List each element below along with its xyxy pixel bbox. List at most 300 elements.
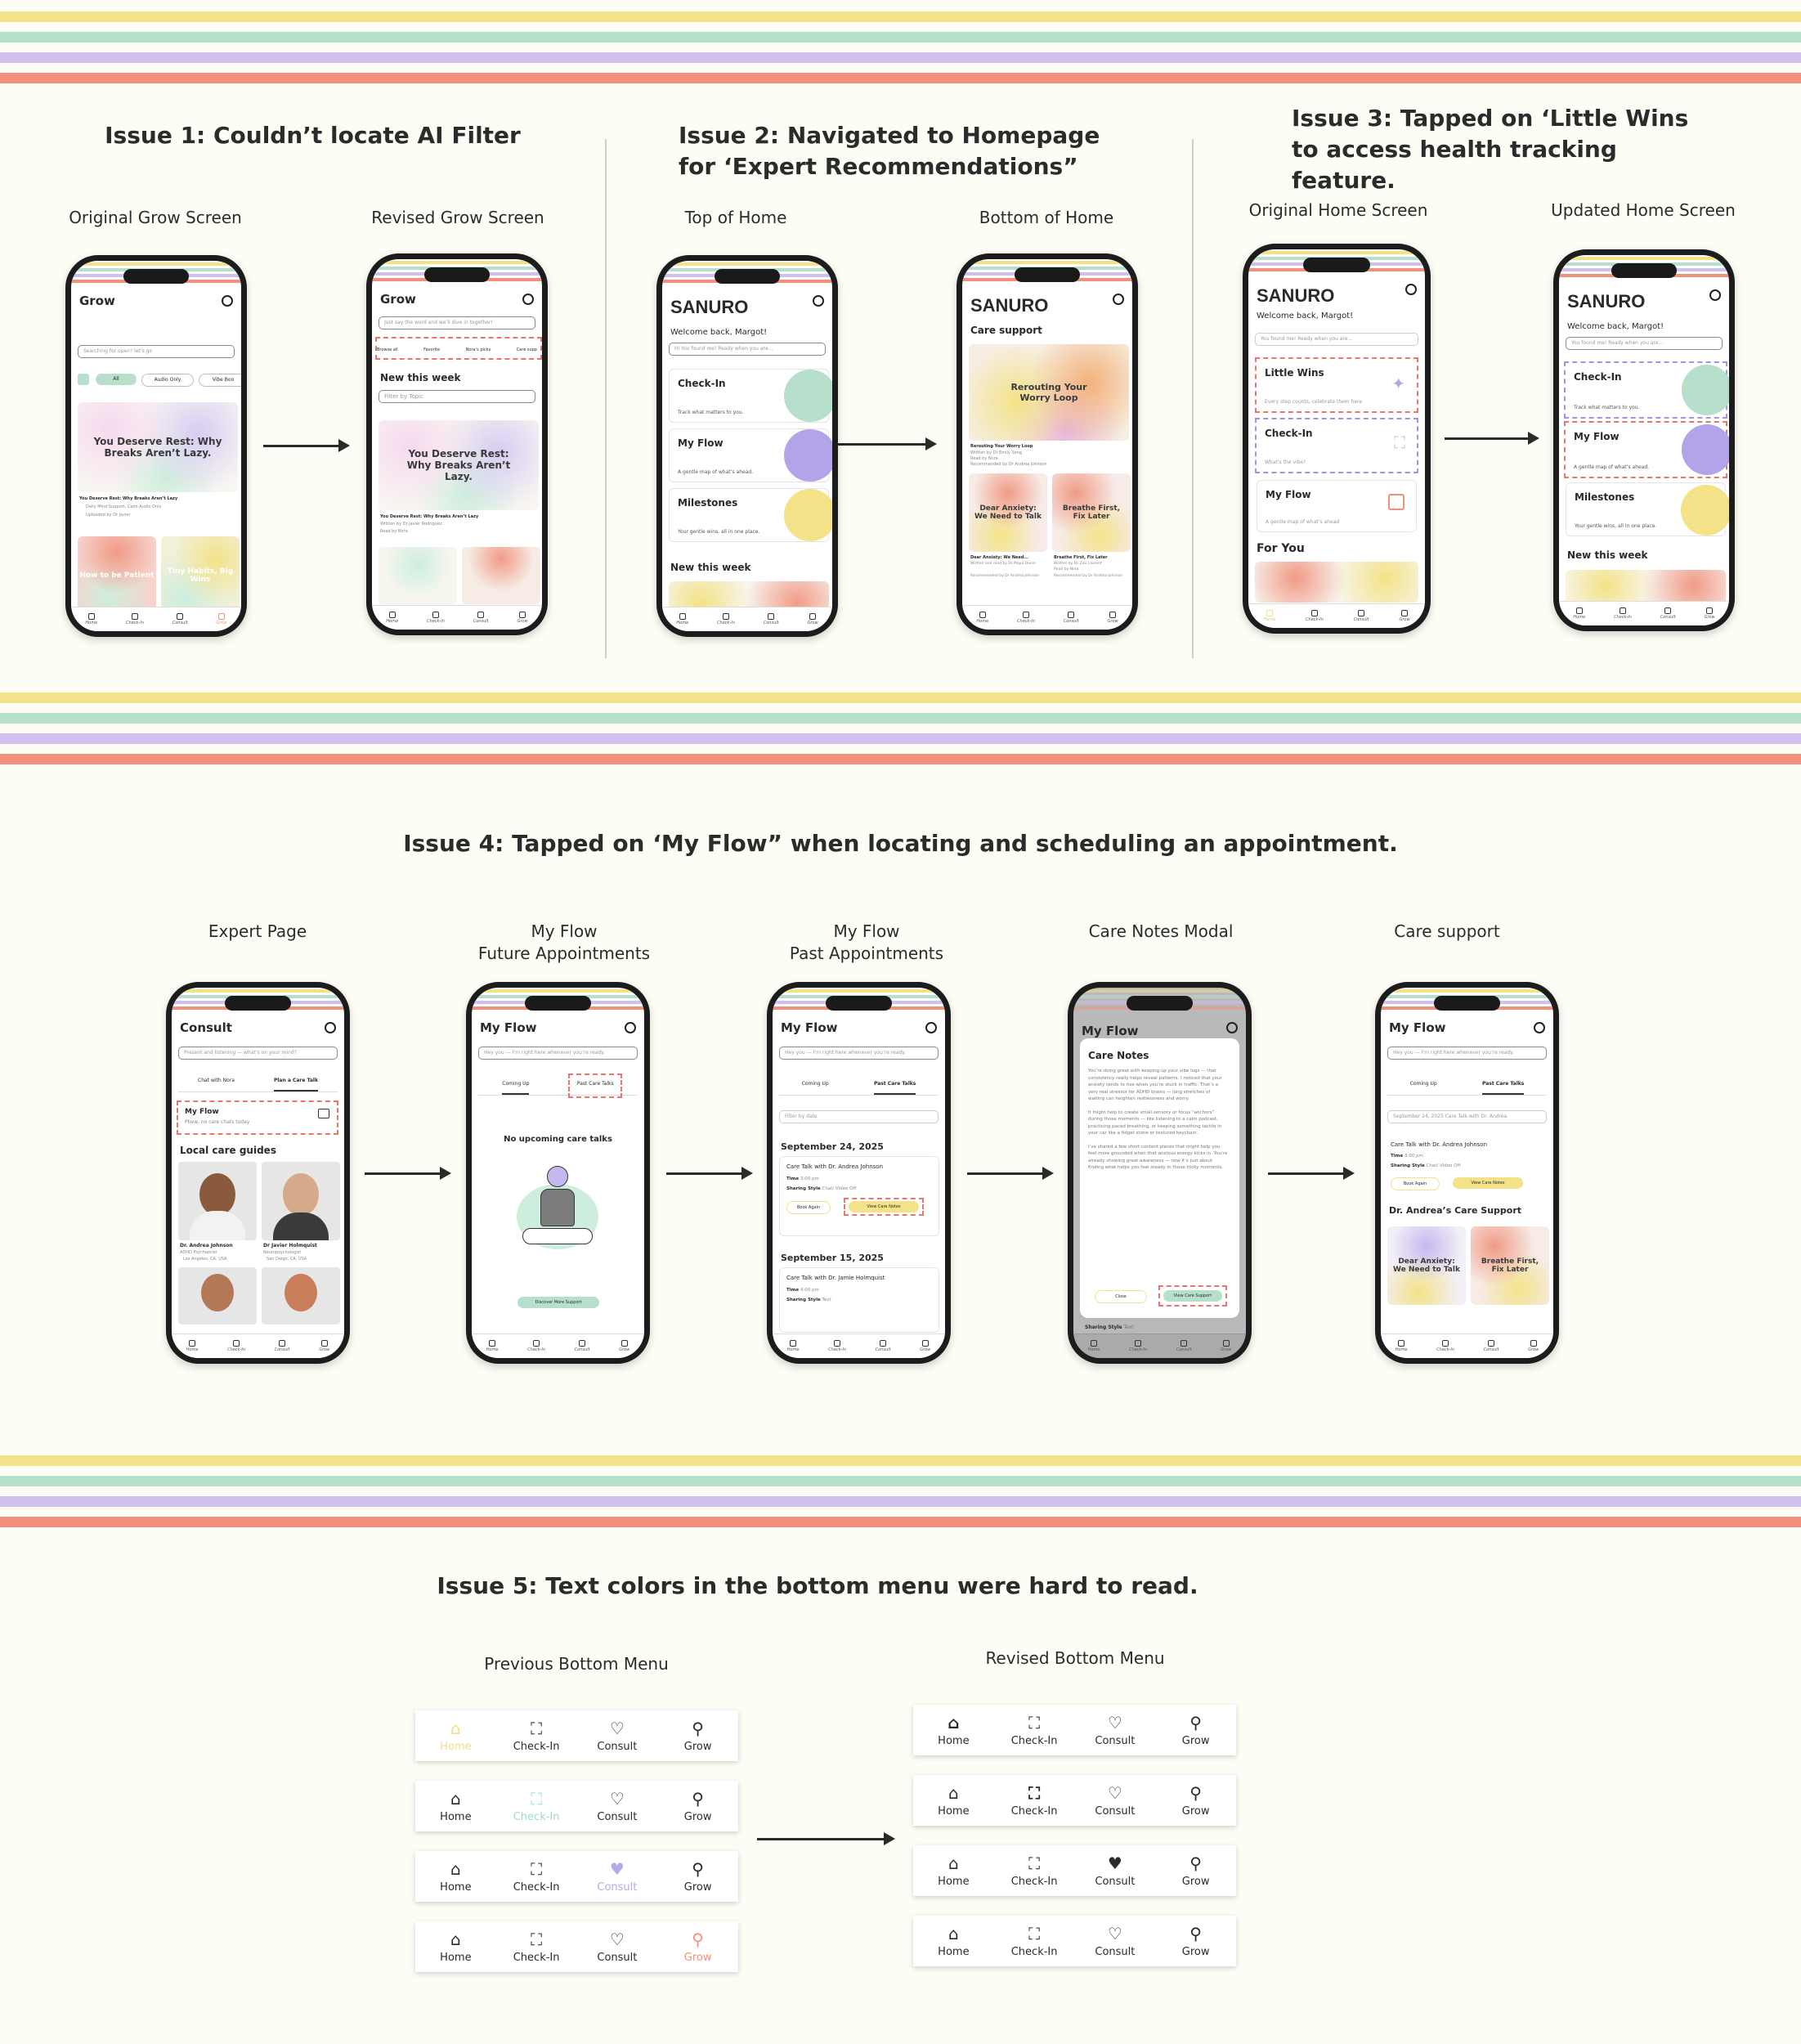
- search-input[interactable]: Searching for open? let’s go: [78, 345, 235, 358]
- nav-checkin[interactable]: Check-In: [1306, 610, 1324, 622]
- nav-grow[interactable]: ⚲ Grow: [1181, 1853, 1210, 1888]
- appointment-card: Care Talk with Dr. Andrea Johnson Time 3:00 pm Sharing Style Chat/ Video Off Book Again View Care Notes: [779, 1156, 939, 1236]
- tile-card[interactable]: How to be Patient: [78, 536, 156, 614]
- nav-consult[interactable]: Consult: [473, 612, 489, 624]
- issue2-title: Issue 2: Navigated to Homepage for ‘Expert Recommendations”: [679, 122, 1100, 180]
- nav-home[interactable]: Home: [85, 613, 97, 625]
- nav-grow[interactable]: Grow: [1704, 607, 1714, 620]
- app-brand: SANURO: [1257, 285, 1335, 306]
- tile-card[interactable]: Dear Anxiety: We Need to Talk: [1387, 1226, 1466, 1305]
- page-title: Grow: [79, 294, 115, 308]
- card-meta: Uploaded by Dr Javier: [86, 513, 131, 518]
- phone-bottom-home: [957, 253, 1138, 635]
- tile-card[interactable]: Dear Anxiety: We Need to Talk: [969, 473, 1047, 552]
- card-meta: Written by Dr Emily Song: [970, 450, 1023, 455]
- nav-home[interactable]: Home: [1396, 1340, 1408, 1352]
- card-milestones[interactable]: Milestones Your gentle wins, all in one place.: [1566, 482, 1726, 536]
- nav-checkin[interactable]: Check-In: [427, 612, 445, 624]
- nav-grow[interactable]: Grow: [920, 1340, 930, 1352]
- card-meta: Read by Nora: [380, 529, 408, 534]
- myflow-subtitle: Phew, no care chats today: [185, 1119, 250, 1125]
- nav-consult[interactable]: Consult: [575, 1340, 590, 1352]
- tab-browse-all[interactable]: Browse all: [377, 347, 398, 352]
- checkin-icon: ⛶: [531, 1858, 543, 1879]
- card-myflow[interactable]: My Flow A gentle map of what’s ahead.: [1566, 423, 1726, 477]
- label-revised-grow: Revised Grow Screen: [371, 208, 544, 227]
- calendar-icon: [1682, 424, 1732, 475]
- phone-original-home: [1243, 244, 1431, 634]
- nav-grow[interactable]: ⚲ Grow: [1181, 1712, 1210, 1747]
- consult-icon: ♥: [609, 1858, 625, 1879]
- doctor-name: Dr. Andrea Johnson: [180, 1243, 233, 1248]
- card-myflow[interactable]: My Flow A gentle map of what’s ahead: [1257, 480, 1417, 532]
- nav-grow[interactable]: Grow: [216, 613, 226, 625]
- divider-1: [605, 139, 607, 658]
- grow-icon: ⚲: [692, 1929, 704, 1949]
- calendar-icon: [318, 1109, 329, 1118]
- doctor-role: ADHD Psychiatrist: [180, 1250, 217, 1255]
- label-updated-home: Updated Home Screen: [1551, 200, 1736, 220]
- profile-icon[interactable]: [1226, 1022, 1238, 1033]
- page-title: My Flow: [781, 1020, 838, 1035]
- prev-menu-checkin-active: [415, 1781, 738, 1831]
- profile-icon[interactable]: [813, 295, 824, 307]
- grow-icon: ⚲: [692, 1718, 704, 1738]
- doctor-photo[interactable]: [262, 1162, 340, 1240]
- nav-grow[interactable]: Grow: [1221, 1340, 1231, 1352]
- nav-home[interactable]: ⌂ Home: [938, 1923, 970, 1958]
- nav-home[interactable]: ⌂ Home: [440, 1929, 472, 1964]
- card-meta: Read by Nora: [970, 456, 998, 461]
- checkin-icon: ⛶: [1028, 1712, 1041, 1732]
- card-little-wins[interactable]: Little Wins Every step counts, celebrate them here ✦: [1257, 359, 1417, 411]
- appointment-card: Care Talk with Dr. Jamie Holmquist Time 4:00 pm Sharing Style Text: [779, 1267, 939, 1333]
- nav-home[interactable]: Home: [486, 1340, 499, 1352]
- doctor-photo[interactable]: [178, 1267, 257, 1325]
- checkin-icon: ⛶: [1028, 1782, 1041, 1803]
- profile-icon[interactable]: [1534, 1022, 1545, 1033]
- issue5-title: Issue 5: Text colors in the bottom menu were hard to read.: [437, 1572, 1198, 1599]
- nav-grow[interactable]: ⚲ Grow: [683, 1718, 712, 1753]
- divider-2: [1192, 139, 1194, 658]
- label-care-support: Care support: [1394, 921, 1500, 941]
- card-caption: You Deserve Rest: Why Breaks Aren’t Lazy: [380, 514, 479, 519]
- search-input[interactable]: You found me! Ready when you are...: [1255, 333, 1418, 346]
- meditation-illustration: [504, 1159, 611, 1266]
- arrow-right-icon: [967, 1172, 1051, 1175]
- doctor-location: Los Angeles, CA, USA: [183, 1257, 227, 1262]
- sparkle-icon: [784, 489, 836, 541]
- nav-consult[interactable]: Consult: [1354, 610, 1369, 622]
- consult-icon: ♡: [1107, 1923, 1122, 1943]
- profile-icon[interactable]: [1405, 284, 1417, 295]
- nav-consult[interactable]: ♥ Consult: [597, 1858, 638, 1894]
- phone-consult: [166, 982, 350, 1364]
- welcome-text: Welcome back, Margot!: [670, 328, 768, 337]
- date-heading: September 15, 2025: [781, 1253, 884, 1263]
- tab-past-care-talks[interactable]: Past Care Talks: [1482, 1081, 1524, 1095]
- phone-top-home: [656, 255, 838, 637]
- nav-checkin[interactable]: Check-In: [828, 1340, 846, 1352]
- tab-care-support[interactable]: Care supp: [516, 347, 537, 352]
- filter-icon[interactable]: [78, 374, 89, 385]
- label-top-home: Top of Home: [684, 208, 787, 227]
- card-caption: Rerouting Your Worry Loop: [970, 444, 1033, 449]
- nav-consult[interactable]: Consult: [1176, 1340, 1192, 1352]
- label-flow-future: My Flow Future Appointments: [477, 921, 651, 963]
- card-meta: Read by Nora: [1054, 567, 1079, 572]
- nav-home[interactable]: ⌂ Home: [938, 1853, 970, 1888]
- section-title: New this week: [380, 372, 461, 383]
- doctor-photo[interactable]: [178, 1162, 257, 1240]
- nav-grow[interactable]: Grow: [1528, 1340, 1539, 1352]
- search-input[interactable]: Just say the word and we’ll dive in together!: [379, 316, 535, 329]
- checkin-icon: ⛶: [531, 1718, 543, 1738]
- decor-stripes-bottom: [0, 1455, 1801, 1537]
- consult-icon: ♡: [609, 1718, 625, 1738]
- profile-icon[interactable]: [222, 295, 233, 307]
- nav-consult[interactable]: Consult: [764, 613, 779, 625]
- nav-consult[interactable]: ♡ Consult: [1095, 1782, 1136, 1818]
- checkin-icon: ⛶: [1394, 433, 1405, 452]
- app-brand: SANURO: [970, 295, 1049, 316]
- welcome-text: Welcome back, Margot!: [1567, 322, 1664, 331]
- sharing-style-label: Sharing Style: [1085, 1325, 1122, 1330]
- arrow-right-icon: [1445, 437, 1536, 440]
- sharing-style-value: Text: [1123, 1325, 1134, 1330]
- home-icon: ⌂: [450, 1718, 461, 1738]
- nav-grow[interactable]: ⚲ Grow: [1181, 1782, 1210, 1818]
- nav-home[interactable]: ⌂ Home: [938, 1712, 970, 1747]
- tile-card[interactable]: Breathe First, Fix Later: [1471, 1226, 1549, 1305]
- nav-checkin[interactable]: ⛶ Check-In: [513, 1718, 560, 1753]
- nav-consult[interactable]: ♥ Consult: [1095, 1853, 1136, 1888]
- appointment-title: Care Talk with Dr. Andrea Johnson: [1391, 1141, 1488, 1148]
- myflow-title[interactable]: My Flow: [185, 1108, 219, 1116]
- nav-checkin[interactable]: ⛶ Check-In: [1010, 1853, 1058, 1888]
- profile-icon[interactable]: [925, 1022, 937, 1033]
- page-title: My Flow: [480, 1020, 537, 1035]
- phone-flow-past: [767, 982, 951, 1364]
- app-brand: SANURO: [1567, 291, 1646, 312]
- consult-icon: ♡: [1107, 1712, 1122, 1732]
- chip-all[interactable]: All: [96, 374, 137, 385]
- label-original-home: Original Home Screen: [1248, 200, 1428, 220]
- nav-checkin[interactable]: Check-In: [1017, 612, 1035, 624]
- checkin-icon: [1682, 365, 1732, 415]
- nav-checkin[interactable]: ⛶ Check-In: [513, 1858, 560, 1894]
- modal-title: Care Notes: [1088, 1050, 1149, 1061]
- date-filter[interactable]: Filter by date: [779, 1110, 939, 1123]
- tab-plan-care-talk[interactable]: Plan a Care Talk: [274, 1078, 318, 1091]
- nav-checkin[interactable]: Check-In: [126, 613, 144, 625]
- label-flow-past: My Flow Past Appointments: [789, 921, 944, 963]
- checkin-icon: ⛶: [531, 1788, 543, 1809]
- view-care-notes-button[interactable]: View Care Notes: [849, 1201, 919, 1213]
- phone-flow-future: [466, 982, 650, 1364]
- phone-care-notes: [1068, 982, 1252, 1364]
- chip-vibe[interactable]: Vibe Boo: [199, 374, 247, 387]
- phone-original-grow: [65, 255, 247, 637]
- home-icon: ⌂: [948, 1782, 959, 1803]
- nav-checkin[interactable]: Check-In: [527, 1340, 545, 1352]
- nav-home[interactable]: ⌂ Home: [938, 1782, 970, 1818]
- nav-checkin[interactable]: Check-In: [1129, 1340, 1147, 1352]
- search-input[interactable]: Hi You found me! Ready when you are...: [669, 343, 826, 356]
- view-care-notes-button[interactable]: View Care Notes: [1453, 1177, 1523, 1189]
- consult-icon: ♡: [609, 1788, 625, 1809]
- tab-past-care-talks[interactable]: Past Care Talks: [576, 1081, 614, 1087]
- grow-icon: ⚲: [692, 1858, 704, 1879]
- consult-icon: ♡: [609, 1929, 625, 1949]
- care-notes-body: You’re doing great with keeping up your vibe logs — that consistency really helps reveal patterns. I noticed that your anxiety tends to rise when you’re stuck in traffic. That’s a very real stressor for ADHD brains — long stretches of waiting can heighten restlessness and worry. It might help to create small sensory or focus “anchors” during those moments — like listening to a calm podcast, practicing paced breathing, or keeping something tactile in your car like a fidget stone or textured keychain. I’ve shared a few short content pieces that might help you feel more grounded when that anxious energy kicks in. You’re already showing great awareness — now it’s just about finding what helps you feel steady in those tricky moments.: [1088, 1069, 1228, 1170]
- label-bottom-home: Bottom of Home: [979, 208, 1114, 227]
- app-brand: SANURO: [670, 297, 749, 317]
- section-title: For You: [1257, 542, 1305, 555]
- welcome-text: Welcome back, Margot!: [1257, 312, 1354, 320]
- tab-favorite[interactable]: Favorite: [423, 347, 441, 352]
- doctor-role: Neuropsychologist: [263, 1250, 302, 1255]
- highlight-myflow: [177, 1100, 338, 1135]
- checkin-icon: ⛶: [531, 1929, 543, 1949]
- tab-coming-up[interactable]: Coming Up: [801, 1081, 829, 1087]
- section-title: New this week: [1567, 549, 1648, 561]
- phone-care-support: My Flow Hey you — I’m right here whenever you’re ready. Coming Up Past Care Talks September 24, 2025 Care Talk with Dr. Andrea Care Talk with Dr. Andrea Johnson Time 3:00 pm Sharing Style Chat/ Video Off Book Again View Care Notes Dr. Andrea’s Care Support Dear Anxiety: We Need to Talk Breathe First, Fix Later Home Check-In Consult Grow: [1375, 982, 1559, 1364]
- search-input[interactable]: Hey you — I’m right here whenever you’re ready.: [779, 1047, 939, 1060]
- book-again-button[interactable]: Book Again: [1391, 1177, 1440, 1190]
- issue1-title: Issue 1: Couldn’t locate AI Filter: [105, 122, 521, 149]
- content-card[interactable]: You Deserve Rest: Why Breaks Aren’t Lazy.: [379, 420, 539, 510]
- label-revised-menu: Revised Bottom Menu: [985, 1648, 1165, 1668]
- nav-consult[interactable]: ♡ Consult: [1095, 1923, 1136, 1958]
- grow-icon: ⚲: [1189, 1923, 1202, 1943]
- nav-grow[interactable]: Grow: [319, 1340, 329, 1352]
- consult-icon: ♥: [1107, 1853, 1122, 1873]
- label-care-notes: Care Notes Modal: [1088, 921, 1234, 941]
- nav-consult[interactable]: Consult: [275, 1340, 290, 1352]
- grow-icon: ⚲: [1189, 1853, 1202, 1873]
- prev-menu-grow-active: [415, 1921, 738, 1972]
- nav-checkin[interactable]: ⛶ Check-In: [1010, 1712, 1058, 1747]
- doctor-location: San Diego, CA, USA: [267, 1257, 307, 1262]
- tab-past-care-talks[interactable]: Past Care Talks: [874, 1081, 916, 1095]
- nav-home[interactable]: Home: [976, 612, 988, 624]
- card-checkin[interactable]: Check-In What’s the vibe? ⛶: [1257, 419, 1417, 472]
- rev-menu-checkin-active: [913, 1775, 1236, 1826]
- doctor-photo[interactable]: [262, 1267, 340, 1325]
- nav-consult[interactable]: ♡ Consult: [1095, 1712, 1136, 1747]
- view-care-support-button[interactable]: View Care Support: [1163, 1290, 1222, 1302]
- nav-home[interactable]: Home: [787, 1340, 800, 1352]
- arrow-right-icon: [1268, 1172, 1351, 1175]
- content-card[interactable]: Rerouting Your Worry Loop: [969, 344, 1129, 441]
- nav-grow[interactable]: ⚲ Grow: [683, 1788, 712, 1823]
- card-caption: Dear Anxiety: We Need...: [970, 555, 1028, 560]
- arrow-right-icon: [263, 445, 347, 447]
- profile-icon[interactable]: [1113, 294, 1124, 305]
- home-icon: ⌂: [450, 1929, 461, 1949]
- card-meta: Written and read by Dr Maya Quinn: [970, 562, 1036, 566]
- arrow-right-icon: [757, 1838, 892, 1840]
- profile-icon[interactable]: [325, 1022, 336, 1033]
- nav-grow[interactable]: Grow: [1399, 610, 1409, 622]
- page-title: My Flow: [1082, 1024, 1139, 1038]
- book-again-button[interactable]: Book Again: [786, 1201, 831, 1214]
- empty-state-text: No upcoming care talks: [504, 1135, 612, 1144]
- nav-home[interactable]: ⌂ Home: [440, 1858, 472, 1894]
- tab-coming-up[interactable]: Coming Up: [1409, 1081, 1437, 1087]
- phone-revised-grow: [366, 253, 548, 635]
- label-previous-menu: Previous Bottom Menu: [484, 1654, 669, 1674]
- tab-bar: [178, 1069, 338, 1092]
- nav-home[interactable]: Home: [1263, 610, 1275, 622]
- phone-updated-home: [1553, 249, 1735, 631]
- nav-consult[interactable]: ♡ Consult: [597, 1929, 638, 1964]
- label-original-grow: Original Grow Screen: [69, 208, 242, 227]
- arrow-right-icon: [365, 1172, 448, 1175]
- nav-home[interactable]: ⌂ Home: [440, 1718, 472, 1753]
- home-icon: ⌂: [948, 1923, 959, 1943]
- decor-stripes-mid: [0, 693, 1801, 774]
- nav-consult[interactable]: Consult: [1064, 612, 1079, 624]
- section-title: Local care guides: [180, 1145, 276, 1156]
- card-meta: Recommended by Dr Andrea Johnson: [1054, 574, 1123, 578]
- nav-home[interactable]: Home: [386, 612, 398, 624]
- card-meta: Recommended by Dr Andrea Johnson: [970, 574, 1040, 578]
- card-caption: Breathe First, Fix Later: [1054, 555, 1108, 560]
- sparkle-icon: [1681, 485, 1732, 536]
- home-icon: ⌂: [948, 1853, 959, 1873]
- tab-bar: [1387, 1069, 1547, 1096]
- profile-icon[interactable]: [1709, 289, 1721, 301]
- rev-menu-consult-active: [913, 1845, 1236, 1896]
- section-title: New this week: [670, 562, 751, 573]
- date-heading: September 24, 2025: [781, 1141, 884, 1152]
- nav-consult[interactable]: ♡ Consult: [597, 1718, 638, 1753]
- tile-card[interactable]: Breathe First, Fix Later: [1052, 473, 1131, 552]
- nav-checkin[interactable]: ⛶ Check-In: [1010, 1782, 1058, 1818]
- nav-grow[interactable]: ⚲ Grow: [1181, 1923, 1210, 1958]
- grow-icon: ⚲: [1189, 1782, 1202, 1803]
- card-caption: You Deserve Rest: Why Breaks Aren’t Lazy: [79, 496, 178, 501]
- appointment-title: Care Talk with Dr. Jamie Holmquist: [786, 1275, 885, 1281]
- nav-checkin[interactable]: Check-In: [1436, 1340, 1454, 1352]
- calendar-icon: [1388, 494, 1405, 510]
- nav-consult[interactable]: Consult: [1660, 607, 1676, 620]
- tab-coming-up[interactable]: Coming Up: [502, 1081, 529, 1095]
- tab-noras-picks[interactable]: Nora’s picks: [465, 347, 491, 352]
- search-input[interactable]: Hey you — I’m right here whenever you’re ready.: [1387, 1047, 1547, 1060]
- nav-checkin[interactable]: ⛶ Check-In: [513, 1788, 560, 1823]
- checkin-icon: ⛶: [1028, 1923, 1041, 1943]
- decor-stripes-top: [0, 11, 1801, 93]
- nav-home[interactable]: Home: [186, 1340, 199, 1352]
- checkin-icon: [784, 370, 836, 422]
- arrow-right-icon: [666, 1172, 750, 1175]
- tile-card[interactable]: [462, 547, 540, 604]
- nav-grow[interactable]: Grow: [807, 613, 818, 625]
- home-icon: ⌂: [450, 1788, 461, 1809]
- appointment-title: Care Talk with Dr. Andrea Johnson: [786, 1163, 884, 1170]
- sparkle-icon: ✦: [1391, 374, 1405, 393]
- tile-card[interactable]: Tiny Habits, Big Wins: [161, 536, 240, 614]
- nav-home[interactable]: Home: [1088, 1340, 1100, 1352]
- nav-consult[interactable]: ♡ Consult: [597, 1788, 638, 1823]
- search-input[interactable]: You found me! Ready when you are...: [1566, 337, 1723, 350]
- card-checkin[interactable]: Check-In Track what matters to you.: [1566, 363, 1726, 417]
- card-checkin[interactable]: Check-In Track what matters to you.: [669, 369, 829, 423]
- nav-grow[interactable]: Grow: [517, 612, 527, 624]
- page-title: Grow: [380, 292, 416, 307]
- content-preview[interactable]: [1255, 562, 1418, 603]
- rev-menu-home-active: [913, 1705, 1236, 1755]
- search-input[interactable]: Present and listening — what’s on your mind?: [178, 1047, 338, 1060]
- nav-home[interactable]: ⌂ Home: [440, 1788, 472, 1823]
- nav-consult[interactable]: Consult: [876, 1340, 891, 1352]
- nav-checkin[interactable]: Check-In: [227, 1340, 245, 1352]
- card-myflow[interactable]: My Flow A gentle map of what’s ahead.: [669, 428, 829, 482]
- checkin-icon: ⛶: [1028, 1853, 1041, 1873]
- tab-bar: [779, 1069, 939, 1096]
- nav-grow[interactable]: ⚲ Grow: [683, 1929, 712, 1964]
- tile-card[interactable]: [379, 547, 457, 604]
- nav-checkin[interactable]: Check-In: [717, 613, 735, 625]
- nav-grow[interactable]: Grow: [1107, 612, 1118, 624]
- home-icon: ⌂: [450, 1858, 461, 1879]
- card-milestones[interactable]: Milestones Your gentle wins, all in one place.: [669, 488, 829, 542]
- nav-home[interactable]: Home: [676, 613, 688, 625]
- discover-more-button[interactable]: Discover More Support: [517, 1297, 599, 1308]
- prev-menu-home-active: [415, 1710, 738, 1761]
- home-icon: ⌂: [948, 1712, 960, 1732]
- search-input[interactable]: Hey you — I’m right here whenever you’re ready.: [478, 1047, 638, 1060]
- nav-checkin[interactable]: ⛶ Check-In: [1010, 1923, 1058, 1958]
- chip-audio-only[interactable]: Audio Only: [141, 374, 194, 387]
- label-expert-page: Expert Page: [208, 921, 307, 941]
- profile-icon[interactable]: [522, 294, 534, 305]
- tab-bar: [377, 347, 537, 352]
- highlight-past-tab: [568, 1074, 622, 1098]
- nav-checkin[interactable]: ⛶ Check-In: [513, 1929, 560, 1964]
- rev-menu-grow-active: [913, 1916, 1236, 1966]
- nav-grow[interactable]: Grow: [619, 1340, 629, 1352]
- grow-icon: ⚲: [692, 1788, 704, 1809]
- content-card[interactable]: You Deserve Rest: Why Breaks Aren’t Lazy.: [78, 402, 238, 492]
- close-button[interactable]: Close: [1095, 1290, 1147, 1303]
- issue3-title: Issue 3: Tapped on ‘Little Wins to access health tracking feature.: [1292, 105, 1689, 194]
- nav-consult[interactable]: Consult: [1484, 1340, 1499, 1352]
- section-title: Care support: [970, 325, 1042, 336]
- nav-home[interactable]: Home: [1573, 607, 1585, 620]
- care-notes-modal: [1080, 1038, 1239, 1318]
- nav-consult[interactable]: Consult: [172, 613, 188, 625]
- card-meta: Written by Dr Javier Rodriguez: [380, 522, 442, 527]
- issue4-title: Issue 4: Tapped on ‘My Flow” when locating and scheduling an appointment.: [403, 830, 1398, 857]
- card-meta: Recommended by Dr Andrea Johnson: [970, 462, 1047, 467]
- nav-checkin[interactable]: Check-In: [1614, 607, 1632, 620]
- grow-icon: ⚲: [1189, 1712, 1202, 1732]
- card-meta: Written by Dr Zoe Laurent: [1054, 562, 1102, 566]
- calendar-icon: [784, 429, 836, 482]
- section-title: Dr. Andrea’s Care Support: [1389, 1205, 1522, 1216]
- page-title: My Flow: [1389, 1020, 1446, 1035]
- tab-chat-with-nora[interactable]: Chat with Nora: [198, 1078, 235, 1083]
- profile-icon[interactable]: [625, 1022, 636, 1033]
- filter-select[interactable]: Filter by Topic: [379, 390, 535, 403]
- talk-select[interactable]: September 24, 2025 Care Talk with Dr. Andrea: [1387, 1110, 1547, 1123]
- nav-grow[interactable]: ⚲ Grow: [683, 1858, 712, 1894]
- doctor-name: Dr Javier Holmquist: [263, 1243, 317, 1248]
